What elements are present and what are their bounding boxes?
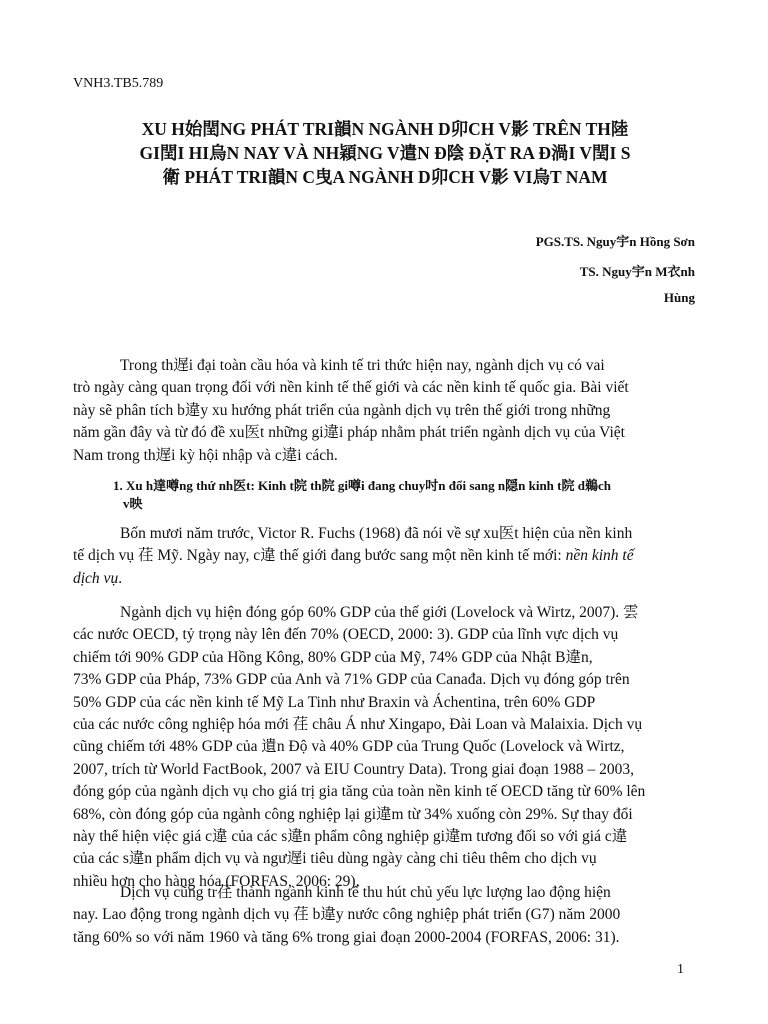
- text-line: năm gần đây và từ đó đề xu医t những gi違i pháp nhằm phát triển ngành dịch vụ của Việt: [73, 424, 625, 442]
- title-line: 衛 PHÁT TRI韻N C曳A NGÀNH D卯CH V影 VI烏T NAM: [162, 167, 608, 187]
- title-line: XU H始閏NG PHÁT TRI韻N NGÀNH D卯CH V影 TRÊN TH陸: [141, 119, 629, 139]
- text-line: [73, 568, 697, 590]
- italic-term: nền kinh tế: [565, 547, 634, 565]
- text-line: cũng chiếm tới 48% GDP của 遺n Độ và 40% GDP của Trung Quốc (Lovelock và Wirtz,: [73, 738, 625, 756]
- paragraph-intro: [73, 355, 697, 467]
- author-line: TS. Nguy宇n M衣nh: [579, 264, 695, 279]
- text-line: Trong th遅i đại toàn cầu hóa và kinh tế tri thức hiện nay, ngành dịch vụ có vai: [120, 357, 605, 374]
- text-line: [73, 545, 697, 567]
- heading-line: v映: [123, 496, 143, 511]
- text-line: này sẽ phân tích b違y xu hướng phát triển của ngành dịch vụ trên thế giới trong những: [73, 401, 611, 419]
- document-title: [60, 117, 710, 189]
- text-line: chiếm tới 90% GDP của Hồng Kông, 80% GDP của Mỹ, 74% GDP của Nhật B違n,: [73, 648, 593, 666]
- text-line: tăng 60% so với năm 1960 và tăng 6% trong giai đoạn 2000-2004 (FORFAS, 2006: 31).: [73, 928, 620, 946]
- heading-line: 1. Xu h達噂ng thứ nh医t: Kinh t院 th院 gi噂i đang chuy吋n đổi sang n隠n kinh t院 d鵜ch: [113, 478, 611, 493]
- text-line: Nam trong th遅i kỳ hội nhập và c違i cách.: [73, 446, 338, 464]
- author-line: Hùng: [663, 290, 695, 305]
- italic-term: dịch vụ: [73, 569, 119, 587]
- text-line: 50% GDP của các nền kinh tế Mỹ La Tinh như Braxin và Áchentina, trên 60% GDP: [73, 693, 596, 711]
- section-heading: [113, 477, 697, 513]
- text-line: đóng góp của ngành dịch vụ cho giá trị gia tăng của toàn nền kinh tế OECD tăng từ 60% lên: [73, 783, 646, 801]
- text-line: 2007, trích từ World FactBook, 2007 và EIU Country Data). Trong giai đoạn 1988 – 2003,: [73, 760, 634, 778]
- paragraph-labor: [73, 882, 697, 949]
- author-line: PGS.TS. Nguy宇n Hồng Sơn: [535, 234, 695, 249]
- text-span: .: [118, 569, 123, 587]
- text-line: Bốn mươi năm trước, Victor R. Fuchs (1968) đã nói về sự xu医t hiện của nền kinh: [120, 525, 633, 542]
- text-line: nay. Lao động trong ngành dịch vụ 荏 b違y nước công nghiệp phát triển (G7) năm 2000: [73, 906, 621, 924]
- text-line: trò ngày càng quan trọng đối với nền kinh tế thế giới và các nền kinh tế quốc gia. Bài viết: [73, 379, 629, 397]
- text-line: Dịch vụ cũng tr荏 thành ngành kinh tế thu hút chủ yếu lực lượng lao động hiện: [120, 884, 611, 901]
- text-line: của các nước công nghiệp hóa mới 荏 châu Á như Xingapo, Đài Loan và Malaixia. Dịch vụ: [73, 716, 643, 734]
- text-line: 68%, còn đóng góp của ngành công nghiệp lại gi違m từ 34% xuống còn 29%. Sự thay đổi: [73, 805, 633, 823]
- paragraph-fuchs: [73, 523, 697, 590]
- text-line: nhiều hơn cho hàng hóa (FORFAS, 2006: 29).: [73, 872, 360, 890]
- text-line: này thể hiện việc giá c違 của các s違n phẩm công nghiệp gi違m tương đối so với giá c違: [73, 828, 628, 846]
- text-line: các nước OECD, tỷ trọng này lên đến 70% (OECD, 2000: 3). GDP của lĩnh vực dịch vụ: [73, 626, 619, 644]
- text-line: 73% GDP của Pháp, 73% GDP của Anh và 71% GDP của Canađa. Dịch vụ đóng góp trên: [73, 671, 630, 689]
- title-line: GI閏I HI烏N NAY VÀ NH穎NG V遣N Đ陰 ĐẶT RA Đ渦I V閏I S: [139, 143, 631, 163]
- page-number: 1: [677, 962, 684, 977]
- text-line: của các s違n phẩm dịch vụ và ngư遅i tiêu dùng ngày càng chi tiêu thêm cho dịch vụ: [73, 850, 597, 868]
- text-line: Ngành dịch vụ hiện đóng góp 60% GDP của thế giới (Lovelock và Wirtz, 2007). 雲: [120, 604, 639, 621]
- paragraph-gdp: [73, 602, 697, 893]
- document-code: VNH3.TB5.789: [73, 76, 164, 91]
- text-span: tế dịch vụ 荏 Mỹ. Ngày nay, c違 thế giới đang bước sang một nền kinh tế mới:: [73, 547, 566, 565]
